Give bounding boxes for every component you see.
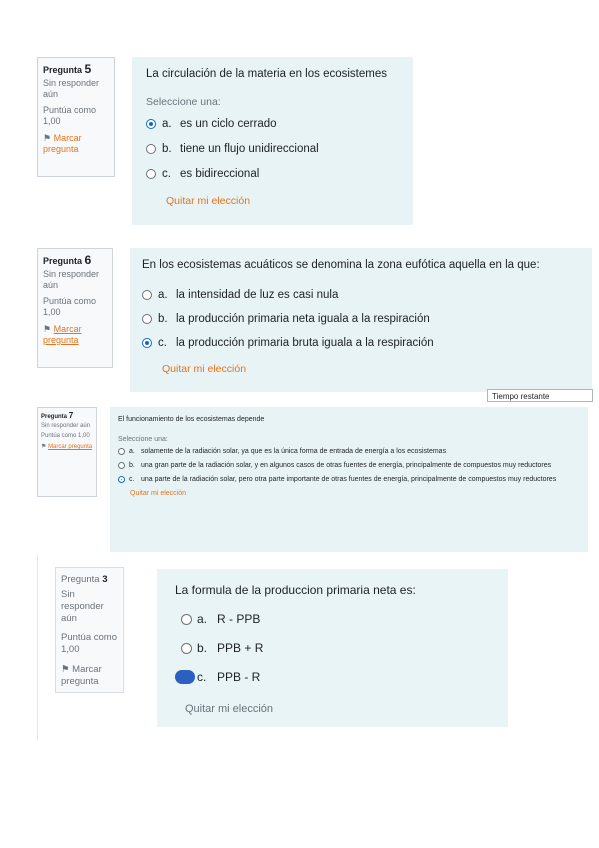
flag-question-label: Marcar pregunta: [48, 444, 93, 450]
question-points: Puntúa como 1,00: [41, 433, 90, 439]
answer-options: [118, 447, 580, 484]
option-text: la producción primaria neta iguala a la respiración: [176, 313, 430, 325]
option-text: es un ciclo cerrado: [180, 118, 277, 130]
option-text: R - PPB: [217, 612, 261, 626]
answer-options: [146, 118, 399, 193]
question-number: [43, 255, 107, 267]
answer-option-a[interactable]: [118, 447, 580, 456]
option-text: una parte de la radiación solar, pero otra parte importante de otras fuentes de energía, principalmente de compuestos muy reductores: [141, 476, 557, 483]
question-info: [37, 57, 115, 177]
radio-button[interactable]: [142, 290, 152, 300]
radio-button-selected[interactable]: [175, 670, 195, 684]
flag-icon: ⚑: [41, 444, 47, 450]
answer-options: [175, 612, 490, 699]
answer-option-a[interactable]: [142, 289, 580, 313]
flag-icon: ⚑: [61, 664, 70, 675]
option-letter: c.: [162, 168, 171, 180]
flag-question-label: Marcar pregunta: [43, 324, 82, 345]
option-letter: c.: [158, 337, 167, 349]
option-text: PPB + R: [217, 641, 264, 655]
radio-button[interactable]: [118, 462, 125, 469]
option-letter: b.: [162, 143, 172, 155]
option-text: PPB - R: [217, 670, 261, 684]
radio-button-selected[interactable]: [142, 338, 152, 348]
question-status: Sin responder aún: [43, 78, 100, 99]
question-number: [41, 412, 93, 421]
answer-option-a[interactable]: [146, 118, 399, 143]
question-content: [130, 248, 592, 392]
question-content: [132, 57, 413, 225]
clear-choice-link[interactable]: Quitar mi elección: [130, 490, 187, 497]
option-text: es bidireccional: [180, 168, 260, 180]
question-info: [37, 407, 97, 497]
question-info: [37, 248, 113, 368]
option-letter: a.: [158, 289, 168, 301]
question-text: La formula de la produccion primaria neta es:: [175, 583, 416, 597]
question-label: Pregunta: [43, 65, 83, 75]
radio-button-selected[interactable]: [118, 476, 125, 483]
answer-option-c[interactable]: [175, 670, 490, 699]
divider-line: [37, 555, 38, 740]
question-status: Sin responder aún: [43, 269, 100, 290]
question-label: Pregunta: [41, 414, 68, 420]
option-letter: b.: [129, 462, 135, 469]
flag-question-label: Marcar pregunta: [61, 664, 102, 687]
option-letter: b.: [197, 641, 208, 655]
answer-option-b[interactable]: [175, 641, 490, 670]
question-text: En los ecosistemas acuáticos se denomina la zona eufótica aquella en la que:: [142, 259, 540, 271]
clear-choice-link[interactable]: Quitar mi elección: [185, 703, 274, 715]
question-number: [43, 64, 109, 76]
question-points: Puntúa como 1,00: [61, 632, 117, 655]
option-text: la intensidad de luz es casi nula: [176, 289, 339, 301]
radio-button[interactable]: [142, 314, 152, 324]
answer-option-a[interactable]: [175, 612, 490, 641]
option-text: una gran parte de la radiación solar, y en algunos casos de otras fuentes de energía, principalmente de compuestos muy reductores: [141, 462, 552, 469]
option-letter: c.: [129, 476, 135, 483]
option-letter: a.: [129, 448, 135, 455]
question-number-value: 5: [84, 62, 92, 76]
radio-button[interactable]: [118, 448, 125, 455]
clear-choice-link[interactable]: Quitar mi elección: [162, 363, 247, 375]
answer-option-b[interactable]: [118, 461, 580, 470]
question-info: [55, 567, 124, 693]
answer-option-c[interactable]: [118, 475, 580, 484]
answer-option-b[interactable]: [142, 313, 580, 337]
prompt-text: Seleccione una:: [146, 96, 221, 108]
option-letter: a.: [197, 612, 208, 626]
question-status: Sin responder aún: [61, 589, 104, 624]
flag-icon: ⚑: [43, 324, 52, 334]
clear-choice-link[interactable]: Quitar mi elección: [166, 195, 251, 207]
question-status: Sin responder aún: [41, 423, 91, 429]
flag-question-link[interactable]: [43, 133, 109, 155]
option-text: solamente de la radiación solar, ya que es la única forma de entrada de energía a los ecosistemas: [141, 448, 447, 455]
flag-question-label: Marcar pregunta: [43, 133, 82, 154]
answer-option-c[interactable]: [142, 337, 580, 361]
question-number-value: 3: [102, 574, 108, 585]
answer-option-b[interactable]: [146, 143, 399, 168]
option-text: tiene un flujo unidireccional: [180, 143, 319, 155]
flag-icon: ⚑: [43, 133, 52, 143]
option-letter: a.: [162, 118, 172, 130]
question-text: El funcionamiento de los ecosistemas depende: [118, 416, 265, 423]
question-number-value: 6: [84, 253, 92, 267]
question-number-value: 7: [68, 411, 74, 420]
flag-question-link[interactable]: [41, 444, 93, 451]
question-content: [157, 569, 508, 727]
question-text: La circulación de la materia en los ecosistemes: [146, 68, 387, 80]
flag-question-link[interactable]: [43, 324, 107, 346]
question-number: [61, 574, 118, 586]
radio-button[interactable]: [146, 169, 156, 179]
flag-question-link[interactable]: [61, 664, 118, 688]
prompt-text: Seleccione una:: [118, 436, 168, 443]
question-content: [110, 407, 588, 552]
radio-button[interactable]: [181, 614, 192, 625]
radio-button[interactable]: [181, 643, 192, 654]
question-points: Puntúa como 1,00: [43, 296, 97, 317]
question-label: Pregunta: [43, 256, 83, 266]
answer-option-c[interactable]: [146, 168, 399, 193]
option-letter: c.: [197, 670, 207, 684]
question-label: Pregunta: [61, 574, 100, 585]
radio-button-selected[interactable]: [146, 119, 156, 129]
option-text: la producción primaria bruta iguala a la respiración: [176, 337, 434, 349]
option-letter: b.: [158, 313, 168, 325]
radio-button[interactable]: [146, 144, 156, 154]
answer-options: [142, 289, 580, 361]
time-remaining-box: Tiempo restante: [487, 389, 593, 402]
question-points: Puntúa como 1,00: [43, 105, 97, 126]
